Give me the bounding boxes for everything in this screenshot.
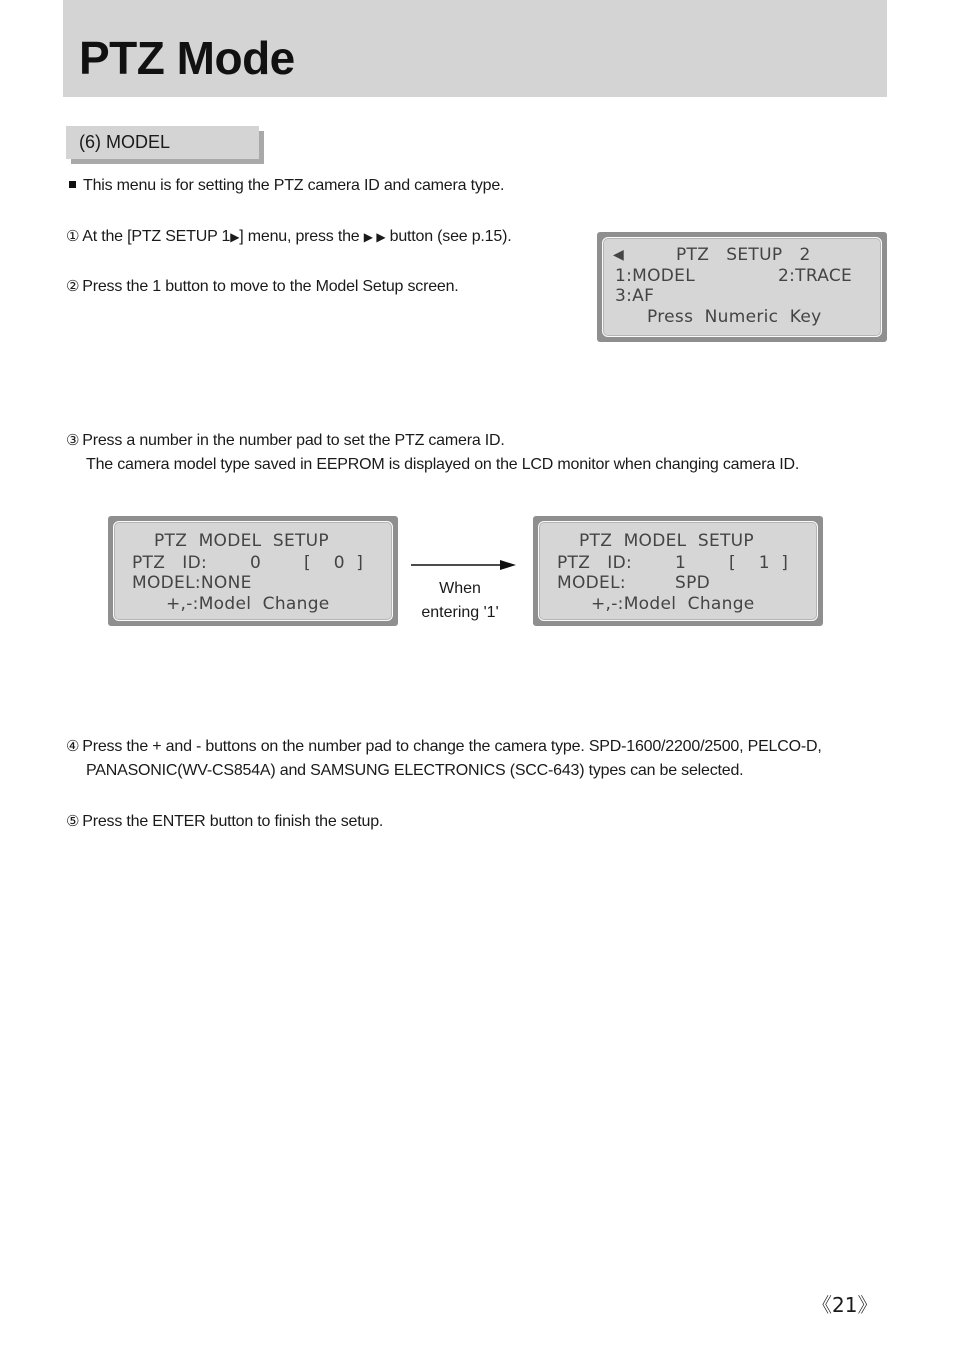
step-number-4: ④ [66,737,80,755]
lcd-model-value: SPD [675,573,711,593]
step-3 [66,430,505,451]
lcd-ptz-id-label: PTZ ID: [132,553,208,573]
page-number: 《21》 [812,1293,878,1317]
step-4-subtext: PANASONIC(WV-CS854A) and SAMSUNG ELECTRONICS (SCC-643) types can be selected. [86,762,744,779]
lcd-ptz-id-value: 1 [675,553,687,573]
step-3-text: Press a number in the number pad to set the PTZ camera ID. [82,432,505,449]
intro-text: This menu is for setting the PTZ camera ID and camera type. [83,177,505,194]
step-number-1: ① [66,227,80,245]
lcd-option-model: 1:MODEL [615,266,695,286]
lcd-title: PTZ SETUP 2 [676,245,811,265]
page-title: PTZ Mode [79,32,295,84]
step-4-text: Press the + and - buttons on the number pad to change the camera type. SPD-1600/2200/2500, PELCO-D, [82,738,822,755]
step-2 [66,276,459,297]
transition-caption-line-2: entering '1' [421,604,499,621]
play-arrow-icon: ▶ [230,230,240,244]
lcd-ptz-id-bracket: [ 1 ] [729,553,789,573]
lcd-option-af: 3:AF [615,286,655,306]
step-4 [66,736,822,757]
step-1-text-b: ] menu, press the [239,228,364,245]
step-1 [66,226,511,247]
intro-line [69,176,504,196]
double-play-arrow-icon: ▶ ▶ [363,230,386,244]
lcd-model-value: MODEL:NONE [132,573,252,593]
step-5-text: Press the ENTER button to finish the setup. [82,813,384,830]
lcd-option-trace: 2:TRACE [778,266,853,286]
step-number-5: ⑤ [66,812,80,830]
step-number-3: ③ [66,431,80,449]
left-arrow-icon: ◀ [613,247,625,263]
lcd-hint: +,-:Model Change [591,594,755,614]
lcd-hint: +,-:Model Change [166,594,330,614]
lcd-model-label: MODEL: [557,573,626,593]
step-5 [66,811,383,832]
lcd-title: PTZ MODEL SETUP [579,531,754,551]
lcd-model-setup-after [533,516,823,626]
lcd-ptz-setup-2 [597,232,887,342]
square-bullet-icon [69,181,76,188]
lcd-title: PTZ MODEL SETUP [154,531,329,551]
step-number-2: ② [66,277,80,295]
lcd-model-setup-before [108,516,398,626]
right-arrow-icon [408,556,520,574]
lcd-hint: Press Numeric Key [647,307,822,327]
lcd-ptz-id-bracket: [ 0 ] [304,553,364,573]
section-heading: (6) MODEL [66,126,259,159]
step-1-text-a: At the [PTZ SETUP 1 [82,228,231,245]
step-2-text: Press the 1 button to move to the Model Setup screen. [82,278,459,295]
step-3-subtext: The camera model type saved in EEPROM is displayed on the LCD monitor when changing camera ID. [86,456,800,473]
lcd-ptz-id-value: 0 [250,553,262,573]
lcd-ptz-id-label: PTZ ID: [557,553,633,573]
transition-caption-line-1: When [439,580,481,597]
step-1-text-c: button (see p.15). [385,228,512,245]
